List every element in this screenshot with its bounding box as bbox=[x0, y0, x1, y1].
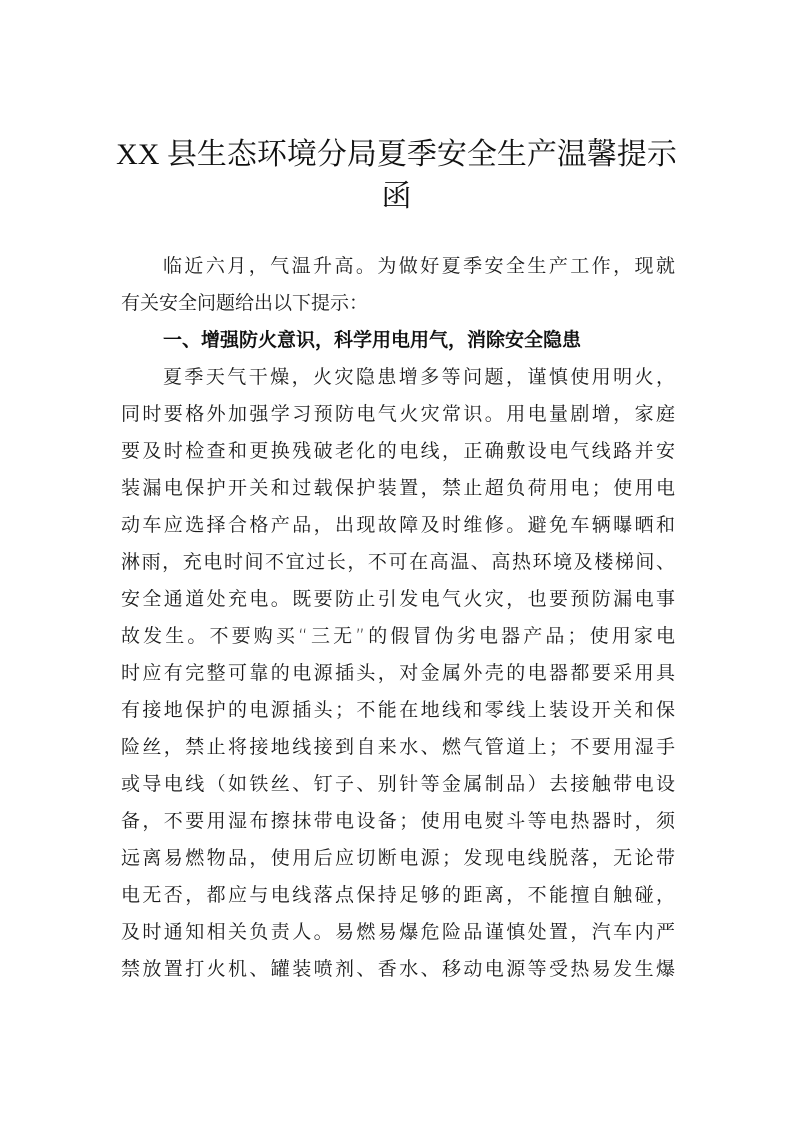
paragraph-line: 同时要格外加强学习预防电气火灾常识。用电量剧增，家庭 bbox=[121, 403, 675, 425]
paragraph-line: 险丝，禁止将接地线接到自来水、燃气管道上；不要用湿手 bbox=[121, 736, 675, 758]
document-title bbox=[110, 134, 683, 218]
paragraph-line: 淋雨，充电时间不宜过长，不可在高温、高热环境及楼梯间、 bbox=[121, 551, 675, 573]
paragraph-line: 或导电线（如铁丝、钉子、别针等金属制品）去接触带电设 bbox=[121, 773, 675, 795]
title-line-1: XX 县生态环境分局夏季安全生产温馨提示 bbox=[116, 138, 677, 171]
intro-line: 临近六月，气温升高。为做好夏季安全生产工作，现就 bbox=[163, 255, 675, 277]
paragraph-line: 有接地保护的电源插头；不能在地线和零线上装设开关和保 bbox=[121, 699, 675, 721]
paragraph-line: 装漏电保护开关和过载保护装置，禁止超负荷用电；使用电 bbox=[121, 477, 675, 499]
paragraph-line: 备，不要用湿布擦抹带电设备；使用电熨斗等电热器时，须 bbox=[121, 810, 675, 832]
intro-line: 有关安全问题给出以下提示： bbox=[121, 292, 369, 314]
document-body bbox=[121, 248, 675, 988]
paragraph-line: 故发生。不要购买“三无”的假冒伪劣电器产品；使用家电 bbox=[121, 625, 675, 647]
paragraph-line: 动车应选择合格产品，出现故障及时维修。避免车辆曝晒和 bbox=[121, 514, 675, 536]
paragraph-line: 安全通道处充电。既要防止引发电气火灾，也要预防漏电事 bbox=[121, 588, 675, 610]
paragraph-line: 时应有完整可靠的电源插头，对金属外壳的电器都要采用具 bbox=[121, 662, 675, 684]
paragraph-line: 禁放置打火机、罐装喷剂、香水、移动电源等受热易发生爆 bbox=[121, 958, 675, 980]
paragraph-line: 电无否，都应与电线落点保持足够的距离，不能擅自触碰， bbox=[121, 884, 675, 906]
title-line-2: 函 bbox=[381, 180, 412, 213]
paragraph-line: 夏季天气干燥，火灾隐患增多等问题，谨慎使用明火， bbox=[163, 366, 675, 388]
section-heading: 一、增强防火意识，科学用电用气，消除安全隐患 bbox=[163, 329, 582, 351]
paragraph-line: 及时通知相关负责人。易燃易爆危险品谨慎处置，汽车内严 bbox=[121, 921, 675, 943]
paragraph-line: 远离易燃物品，使用后应切断电源；发现电线脱落，无论带 bbox=[121, 847, 675, 869]
paragraph-line: 要及时检查和更换残破老化的电线，正确敷设电气线路并安 bbox=[121, 440, 675, 462]
